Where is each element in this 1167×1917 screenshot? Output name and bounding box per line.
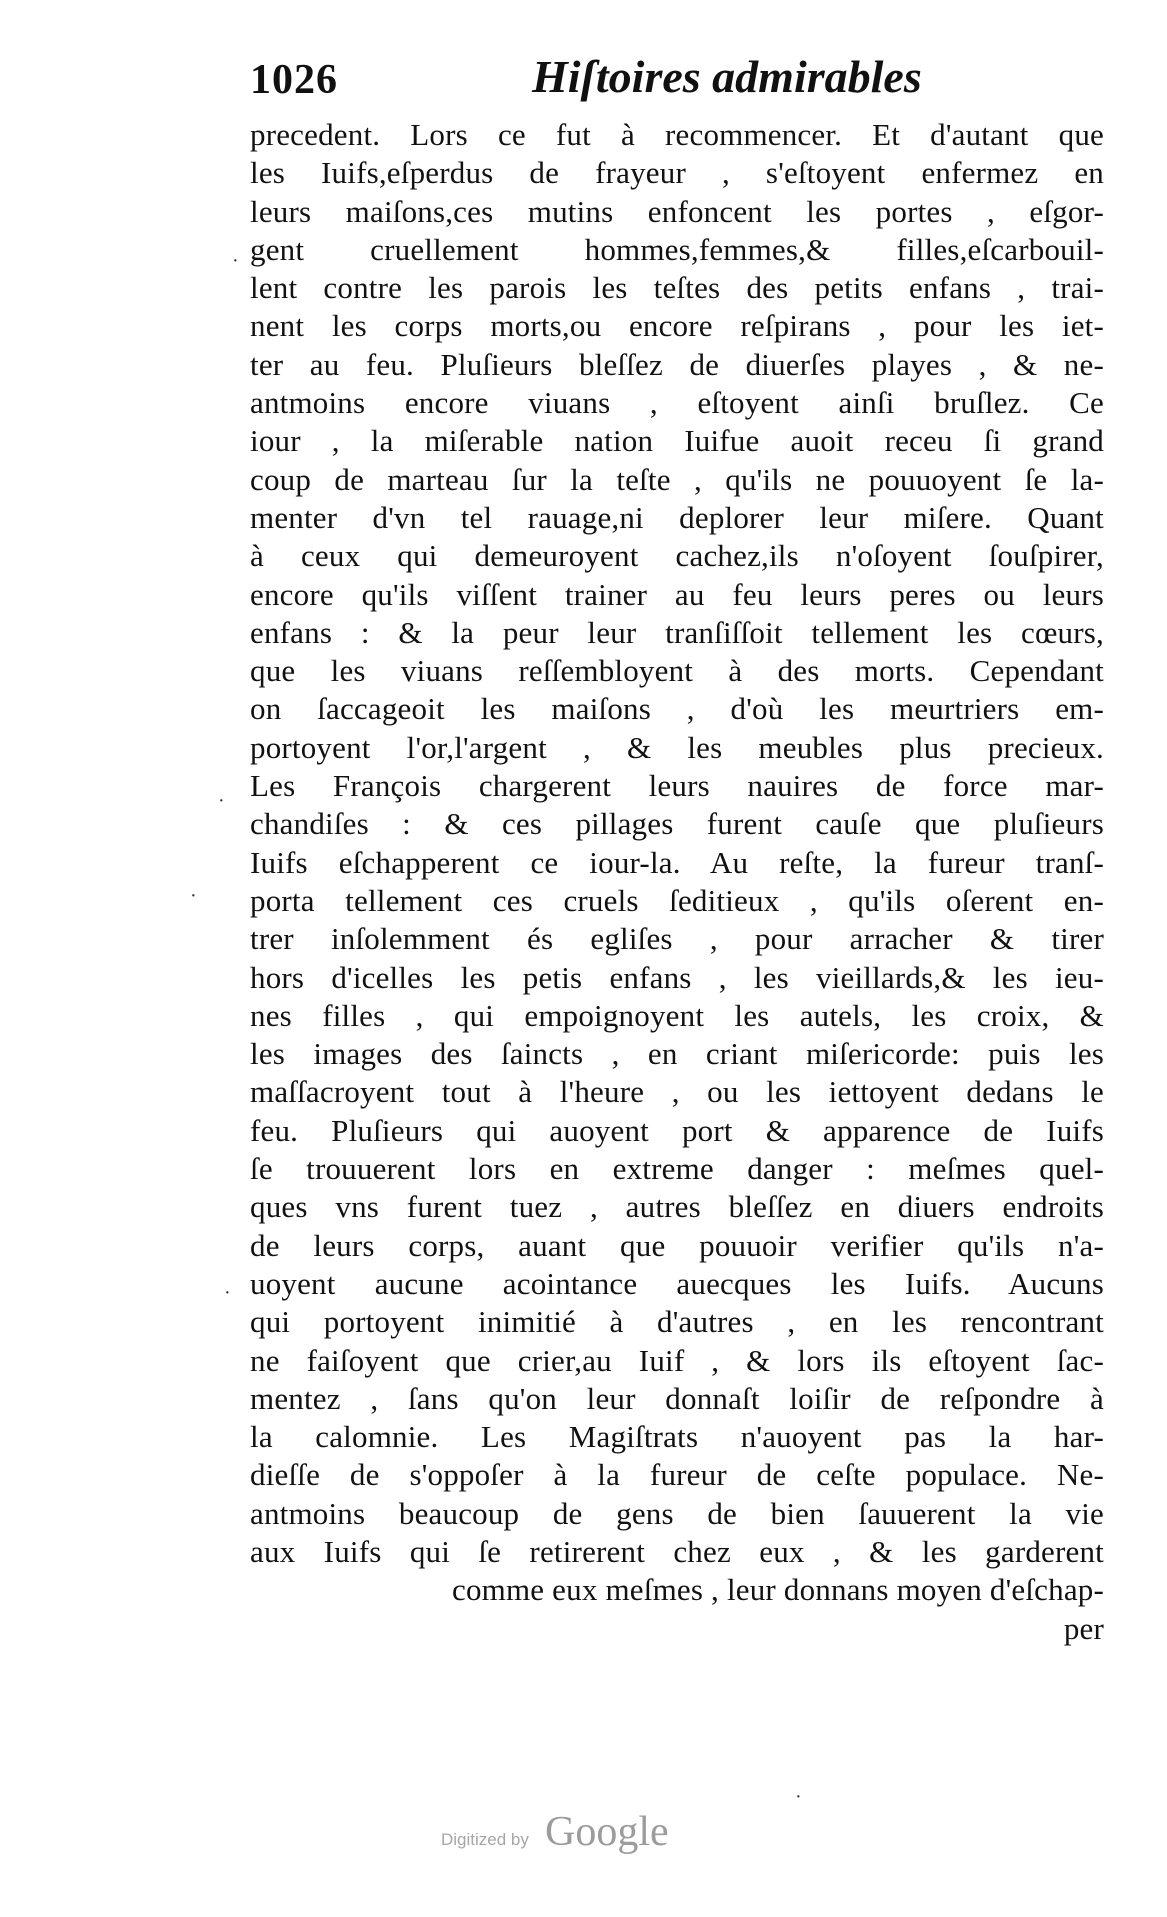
margin-speck: · <box>232 250 239 272</box>
page-header <box>250 50 922 110</box>
text-line: comme eux meſmes , leur donnans moyen d'eſchap- <box>451 1572 1104 1608</box>
text-line: encore qu'ils viſſent trainer au feu leurs peres ou leurs <box>250 576 1104 612</box>
text-line: feu. Pluſieurs qui auoyent port & apparence de Iuifs <box>250 1112 1104 1148</box>
text-line: hors d'icelles les petis enfans , les vieillards,& les ieu- <box>250 959 1104 995</box>
text-line: gent cruellement hommes,femmes,& filles,eſcarbouil- <box>250 231 1104 267</box>
text-line: les Iuifs,eſperdus de frayeur , s'eſtoyent enfermez en <box>250 155 1104 191</box>
text-line: iour , la miſerable nation Iuifue auoit receu ſi grand <box>250 423 1104 459</box>
text-line: lent contre les parois les teſtes des petits enfans , trai- <box>250 270 1104 306</box>
margin-speck: · <box>218 790 225 812</box>
text-line: la calomnie. Les Magiſtrats n'auoyent pas la har- <box>250 1419 1104 1455</box>
text-line: ſe trouuerent lors en extreme danger : meſmes quel- <box>250 1151 1104 1187</box>
text-line: mentez , ſans qu'on leur donnaſt loiſir de reſpondre à <box>250 1380 1104 1416</box>
digitization-watermark <box>441 1808 731 1858</box>
text-line: Les François chargerent leurs nauires de force mar- <box>250 768 1104 804</box>
google-logo: Google <box>545 1809 669 1855</box>
margin-speck: · <box>795 1786 802 1808</box>
text-line: que les viuans reſſembloyent à des morts. Cependant <box>250 653 1104 689</box>
text-line: maſſacroyent tout à l'heure , ou les iettoyent dedans le <box>250 1074 1104 1110</box>
text-line: menter d'vn tel rauage,ni deplorer leur miſere. Quant <box>250 499 1104 535</box>
text-line: nes filles , qui empoignoyent les autels, les croix, & <box>250 997 1104 1033</box>
text-line: ne faiſoyent que crier,au Iuif , & lors ils eſtoyent ſac- <box>250 1342 1104 1378</box>
digitized-by-label: Digitized by <box>441 1830 529 1849</box>
text-line: uoyent aucune acointance auecques les Iuifs. Aucuns <box>250 1265 1104 1301</box>
text-line: aux Iuifs qui ſe retirerent chez eux , & les garderent <box>250 1533 1104 1569</box>
text-line: antmoins beaucoup de gens de bien ſauuerent la vie <box>250 1495 1104 1531</box>
text-line: Iuifs eſchapperent ce iour-la. Au reſte, la fureur tranſ- <box>250 844 1104 880</box>
text-line: enfans : & la peur leur tranſiſſoit tellement les cœurs, <box>250 614 1104 650</box>
text-line: precedent. Lors ce fut à recommencer. Et d'autant que <box>250 117 1104 152</box>
text-line: antmoins encore viuans , eſtoyent ainſi bruſlez. Ce <box>250 385 1104 421</box>
text-line: les images des ſaincts , en criant miſericorde: puis les <box>250 1036 1104 1072</box>
body-text <box>250 116 1104 1648</box>
text-line: leurs maiſons,ces mutins enfoncent les portes , eſgor- <box>250 193 1104 229</box>
text-line: de leurs corps, auant que pouuoir verifier qu'ils n'a- <box>250 1227 1104 1263</box>
text-line: nent les corps morts,ou encore reſpirans , pour les iet- <box>250 308 1104 344</box>
text-line: trer inſolemment és egliſes , pour arracher & tirer <box>250 921 1104 957</box>
catchword: per <box>1063 1610 1104 1646</box>
margin-speck: · <box>224 1282 231 1304</box>
text-line: on ſaccageoit les maiſons , d'où les meurtriers em- <box>250 691 1104 727</box>
text-line: à ceux qui demeuroyent cachez,ils n'oſoyent ſouſpirer, <box>250 538 1104 574</box>
text-line: coup de marteau ſur la teſte , qu'ils ne pouuoyent ſe la- <box>250 461 1104 497</box>
running-title: Hiſtoires admirables <box>532 51 922 102</box>
text-line: chandiſes : & ces pillages furent cauſe que pluſieurs <box>250 806 1104 842</box>
text-line: dieſſe de s'oppoſer à la fureur de ceſte populace. Ne- <box>250 1457 1104 1493</box>
text-line: porta tellement ces cruels ſeditieux , qu'ils oſerent en- <box>250 882 1104 918</box>
text-line: qui portoyent inimitié à d'autres , en les rencontrant <box>250 1304 1104 1340</box>
text-line: portoyent l'or,l'argent , & les meubles plus precieux. <box>250 729 1104 765</box>
text-line: ques vns furent tuez , autres bleſſez en diuers endroits <box>250 1189 1104 1225</box>
page-number: 1026 <box>250 57 338 103</box>
margin-speck: · <box>190 885 197 907</box>
text-line: ter au feu. Pluſieurs bleſſez de diuerſes playes , & ne- <box>250 346 1104 382</box>
